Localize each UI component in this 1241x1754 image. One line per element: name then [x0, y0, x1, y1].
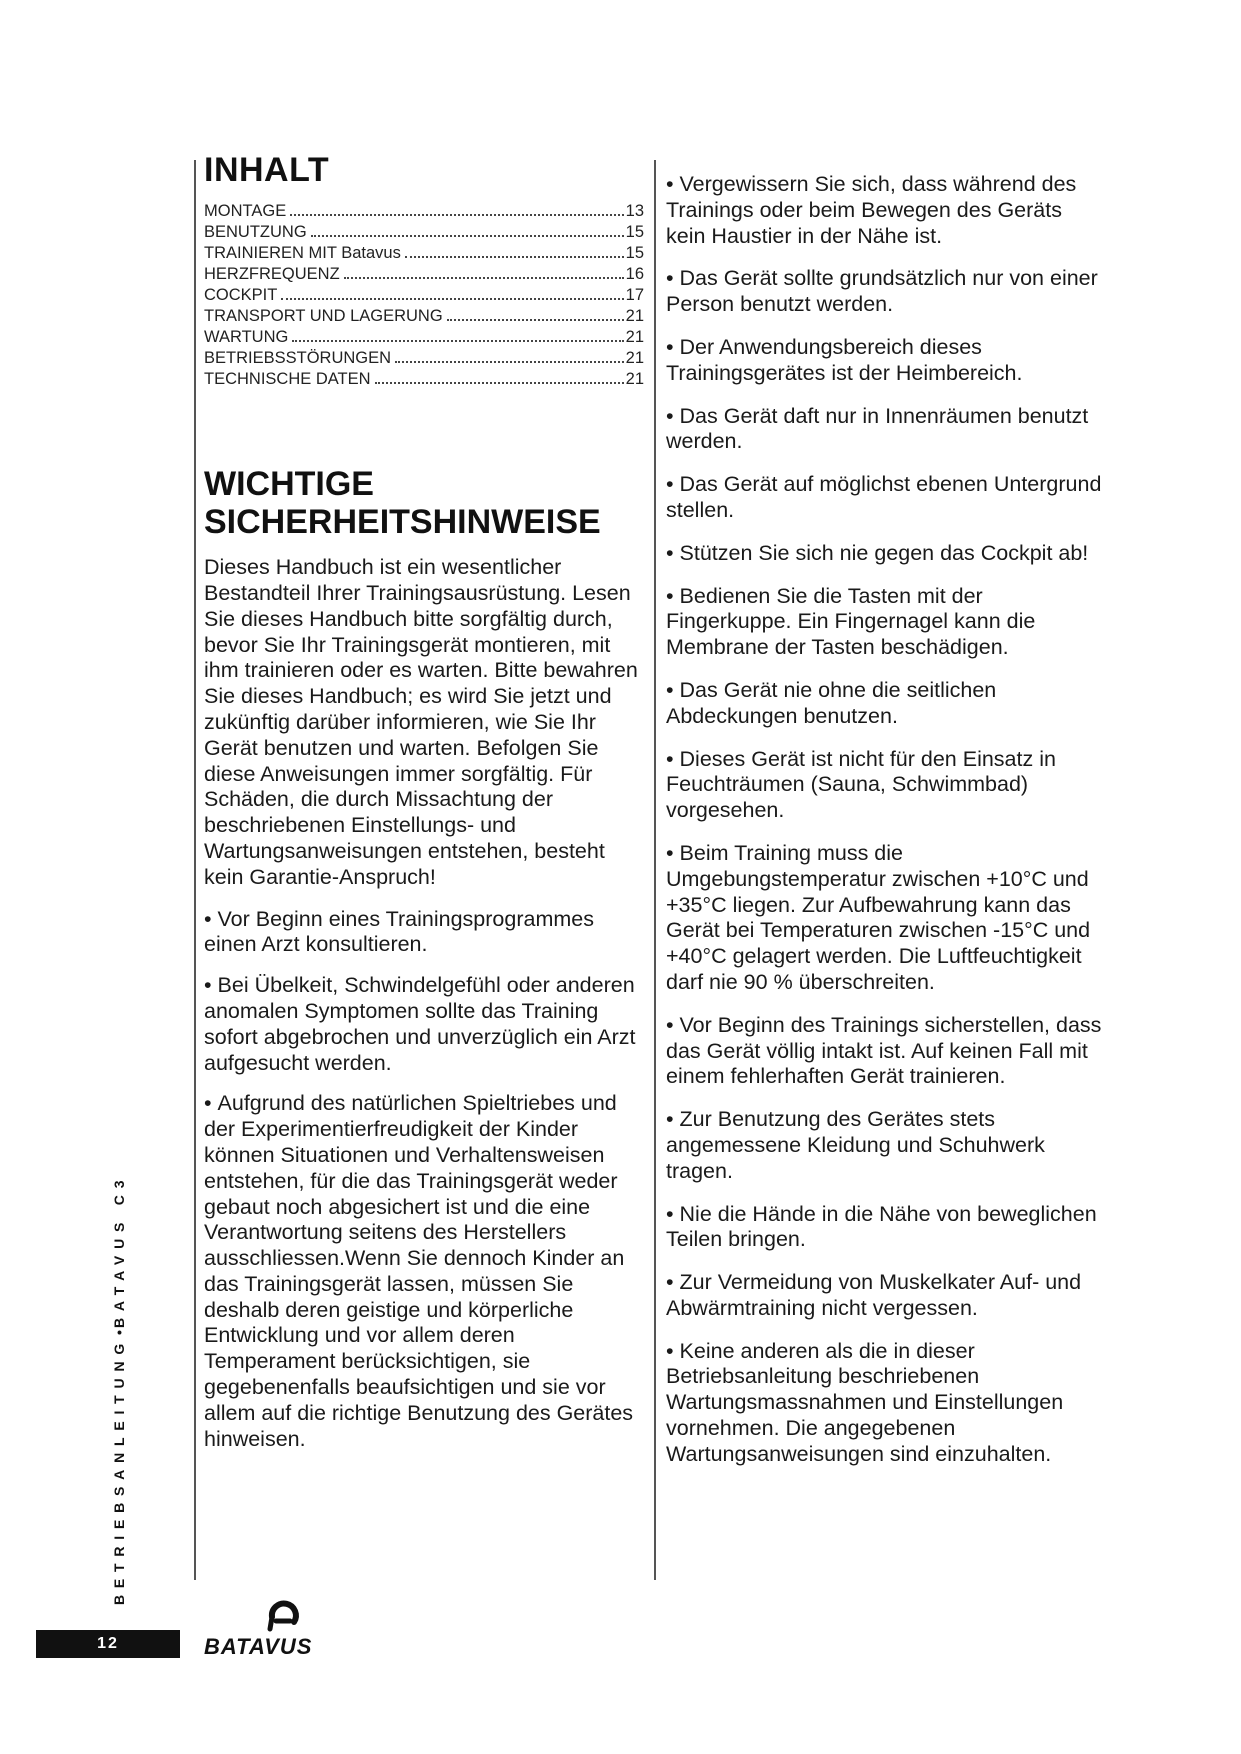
list-item: • Dieses Gerät ist nicht für den Einsatz in Feuchträumen (Sauna, Schwimmbad) vorgesehen. [666, 746, 1056, 823]
list-item: • Vor Beginn des Trainings sicherstellen, dass das Gerät völlig intakt ist. Auf keinen Fall mit einem fehlerhaften Gerät trainieren. [666, 1012, 1102, 1089]
list-item: • Bei Übelkeit, Schwindelgefühl oder anderen anomalen Symptomen sollte das Training sofort abgebrochen und unverzüglich ein Arzt aufgesucht werden. [204, 973, 636, 1075]
toc-entry[interactable]: BETRIEBSSTÖRUNGEN 21 [204, 349, 644, 368]
list-item: • Vergewissern Sie sich, dass während des Trainings oder beim Bewegen des Geräts kein Haustier in der Nähe ist. [666, 172, 1077, 248]
list-item: • Zur Vermeidung von Muskelkater Auf- und Abwärmtraining nicht vergessen. [666, 1270, 1082, 1320]
toc-entry[interactable]: HERZFREQUENZ 16 [204, 265, 644, 284]
toc-entry[interactable]: COCKPIT 17 [204, 286, 644, 305]
list-item: • Das Gerät daft nur in Innenräumen benutzt werden. [666, 403, 1089, 454]
toc-heading: INHALT [204, 151, 330, 189]
batavus-logo-icon [204, 1598, 364, 1632]
list-item: • Bedienen Sie die Tasten mit der Fingerkuppe. Ein Fingernagel kann die Membrane der Tasten beschädigen. [666, 583, 1036, 660]
list-item: • Vor Beginn eines Trainingsprogrammes einen Arzt konsultieren. [204, 906, 594, 957]
batavus-logo [204, 1598, 364, 1658]
sidebar-caption: BETRIEBSANLEITUNG•BATAVUS C3 [111, 1173, 127, 1605]
safety-heading: WICHTIGE SICHERHEITSHINWEISE [204, 465, 601, 541]
list-item: • Stützen Sie sich nie gegen das Cockpit ab! [666, 540, 1089, 565]
toc-entry[interactable]: MONTAGE 13 [204, 202, 644, 221]
safety-intro: Dieses Handbuch ist ein wesentlicher Bestandteil Ihrer Trainingsausrüstung. Lesen Sie dieses Handbuch bitte sorgfältig durch, bevor Sie Ihr Trainingsgerät montieren, mit ihm trainieren oder es warten. Bitte bewahren Sie dieses Handbuch; es wird Sie jetzt und zukünftig darüber informieren, wie Sie Ihr Gerät benutzen und warten. Befolgen Sie diese Anweisungen immer sorgfältig. Für Schäden, die durch Missachtung der beschriebenen Einstellungs- und Wartungsanweisungen entstehen, besteht kein Garantie-Anspruch! [204, 555, 638, 889]
list-item: • Nie die Hände in die Nähe von beweglichen Teilen bringen. [666, 1201, 1097, 1252]
left-column-rule [194, 160, 196, 1580]
page-number: 12 [36, 1630, 180, 1658]
list-item: • Das Gerät auf möglichst ebenen Untergrund stellen. [666, 472, 1102, 522]
list-item: • Beim Training muss die Umgebungstemperatur zwischen +10°C und +35°C liegen. Zur Aufbewahrung kann das Gerät bei Temperaturen zwischen -15°C und +40°C gelagert werden. Die Luftfeuchtigkeit darf nie 90 % überschreiten. [666, 840, 1091, 994]
toc-entry[interactable]: BENUTZUNG 15 [204, 223, 644, 242]
toc-entry[interactable]: TECHNISCHE DATEN 21 [204, 370, 644, 389]
logo-wordmark: BATAVUS [204, 1634, 313, 1659]
list-item: • Keine anderen als die in dieser Betriebsanleitung beschriebenen Wartungsmassnahmen und Einstellungen vornehmen. Die angegebenen Wartungsanweisungen sind einzuhalten. [666, 1338, 1064, 1466]
center-column-rule [654, 160, 656, 1580]
right-column [666, 172, 1106, 1485]
toc-entry[interactable]: WARTUNG 21 [204, 328, 644, 347]
list-item: • Zur Benutzung des Gerätes stets angemessene Kleidung und Schuhwerk tragen. [666, 1107, 1045, 1183]
table-of-contents [204, 201, 644, 390]
list-item: • Der Anwendungsbereich dieses Trainingsgerätes ist der Heimbereich. [666, 334, 1023, 385]
list-item: • Aufgrund des natürlichen Spieltriebes und der Experimentierfreudigkeit der Kinder können Situationen und Verhaltensweisen entstehen, für die das Trainingsgerät weder gebaut noch abgesichert ist und die eine Verantwortung seitens des Herstellers ausschliessen.Wenn Sie dennoch Kinder an das Trainingsgerät lassen, müssen Sie deshalb deren geistige und körperliche Entwicklung und vor allem deren Temperament berücksichtigen, sie gegebenenfalls beaufsichtigen und sie vor allem auf die richtige Benutzung des Gerätes hinweisen. [204, 1091, 634, 1451]
left-column [204, 152, 644, 1467]
list-item: • Das Gerät nie ohne die seitlichen Abdeckungen benutzen. [666, 677, 997, 728]
toc-entry[interactable]: TRANSPORT UND LAGERUNG 21 [204, 307, 644, 326]
toc-entry[interactable]: TRAINIEREN MIT Batavus 15 [204, 244, 644, 263]
list-item: • Das Gerät sollte grundsätzlich nur von einer Person benutzt werden. [666, 266, 1098, 317]
